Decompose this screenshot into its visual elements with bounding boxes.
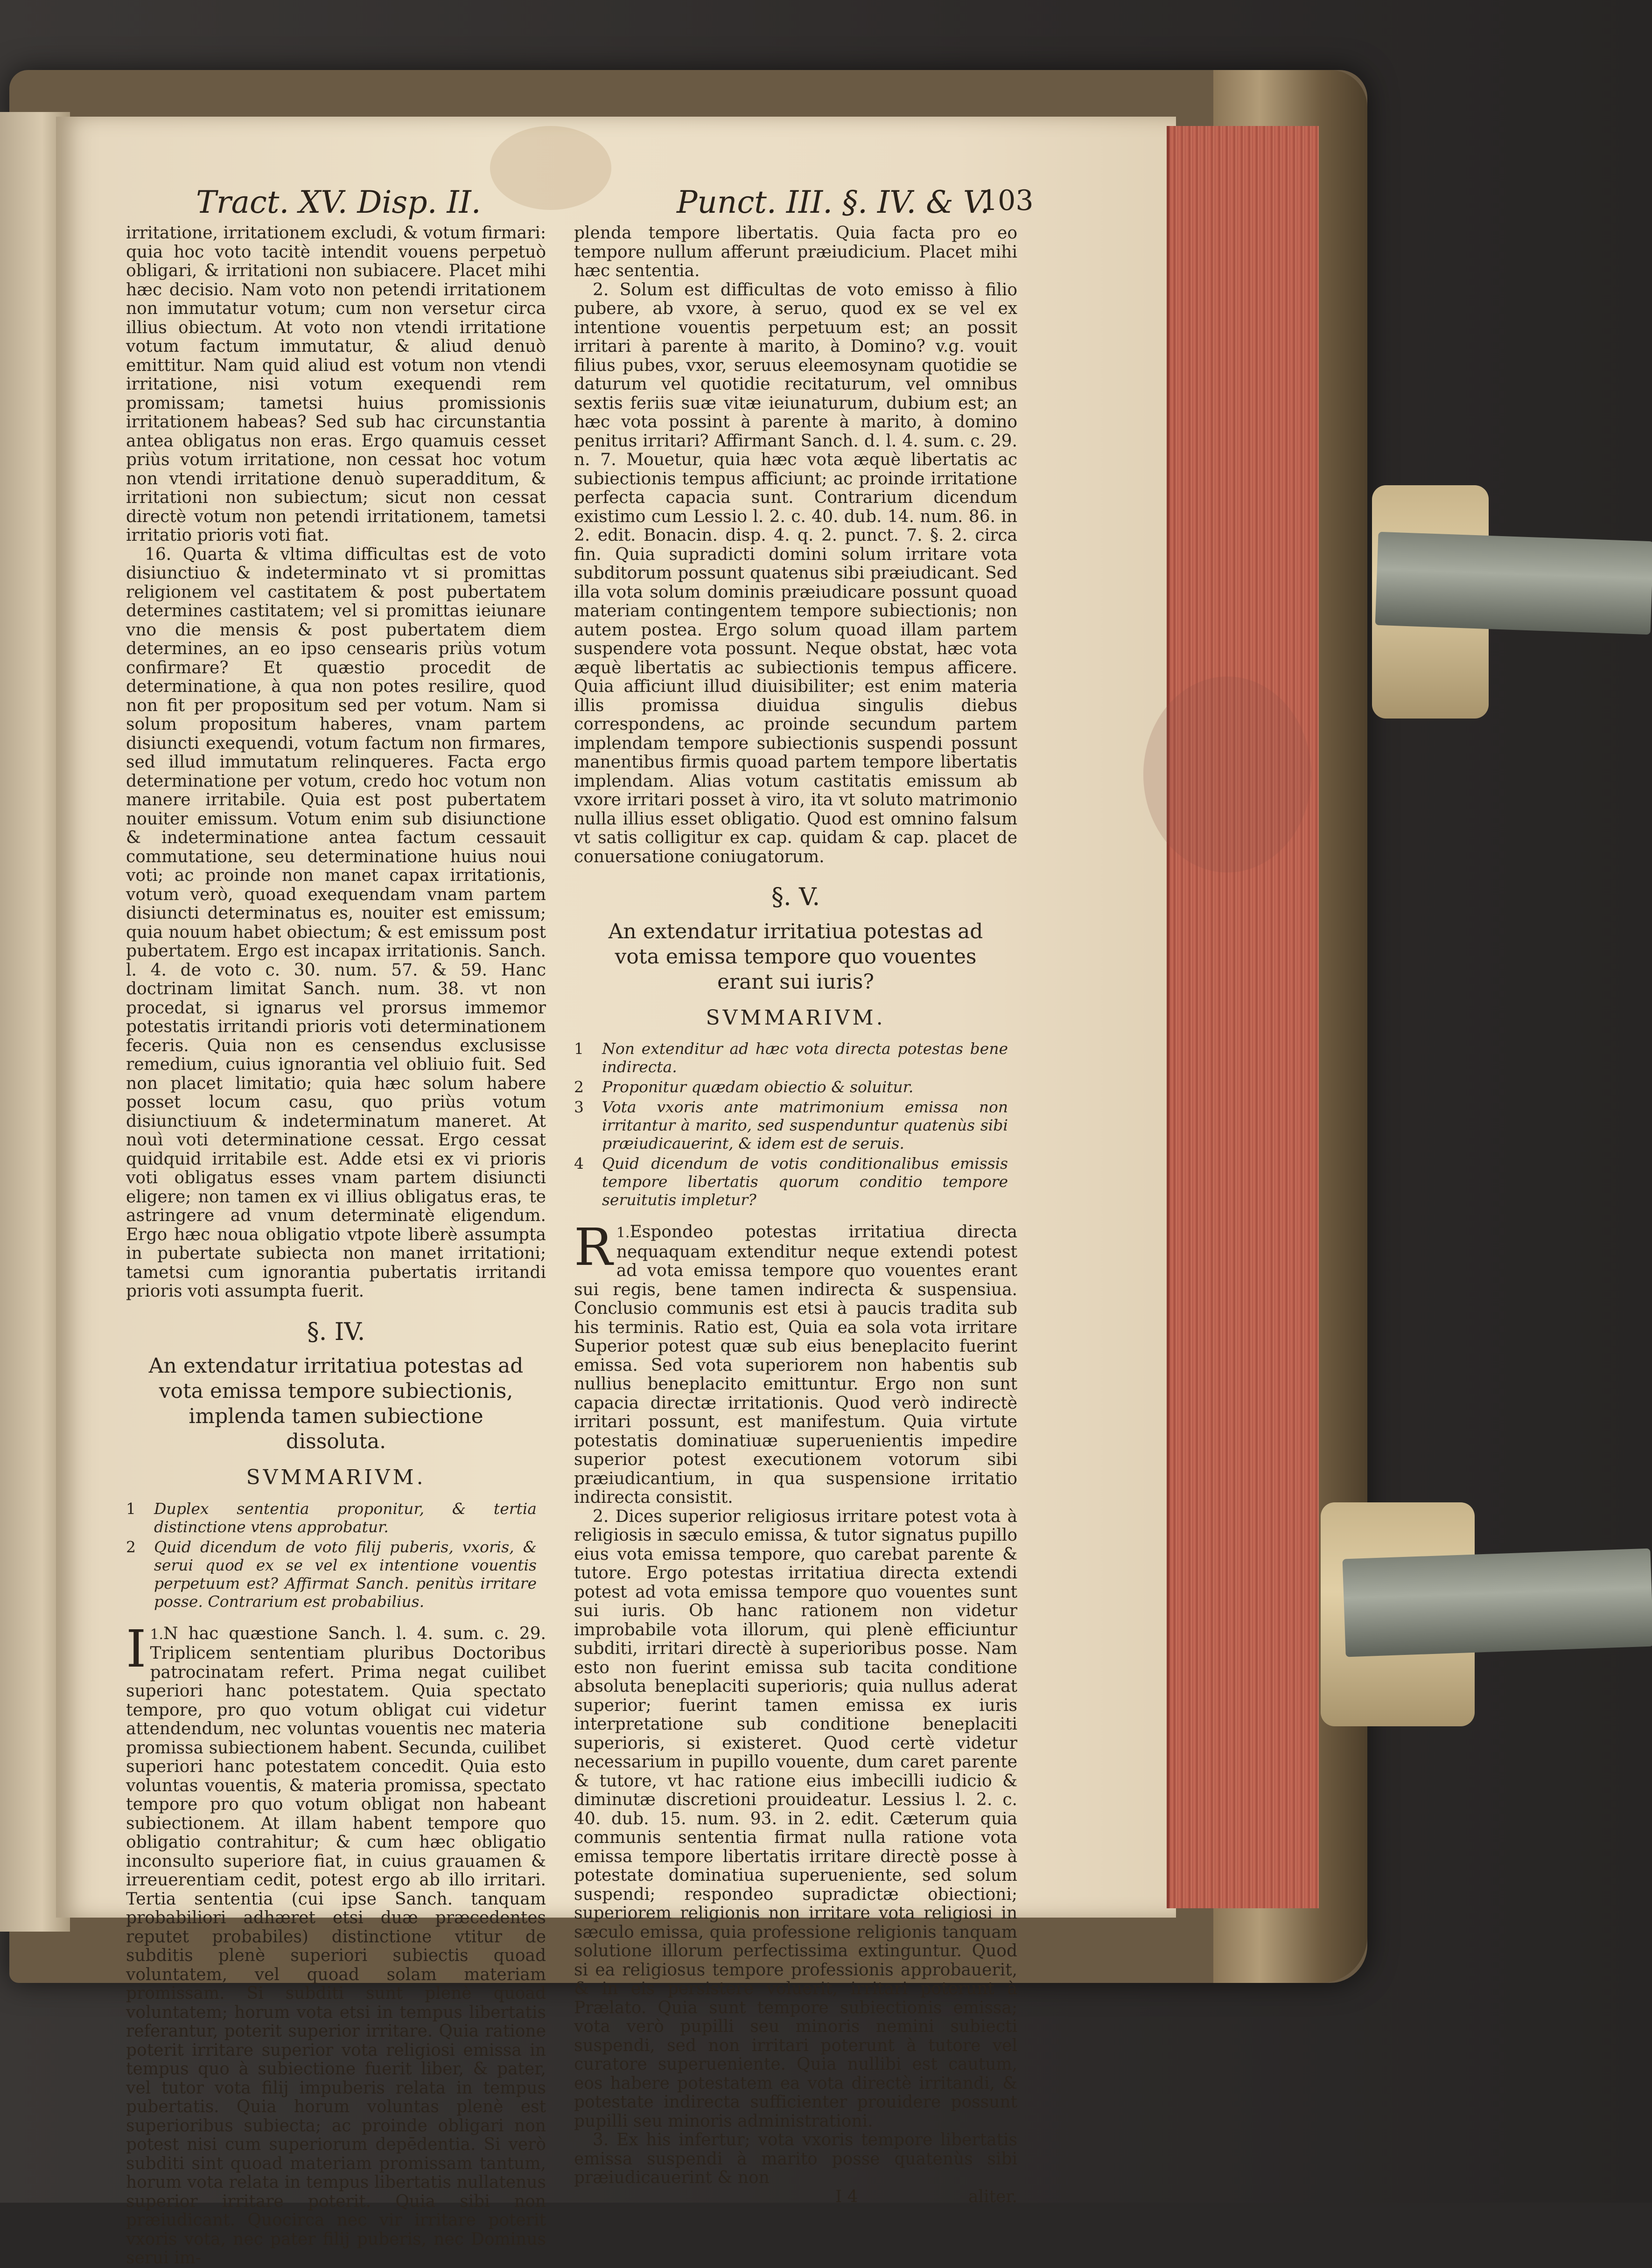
summarium-item bbox=[126, 1538, 546, 1611]
summarium-num: 2 bbox=[126, 1537, 136, 1556]
column-left bbox=[126, 224, 546, 2268]
summarium-num: 1 bbox=[574, 1040, 584, 1058]
page-footer bbox=[574, 2188, 1017, 2208]
signature-mark: I 4 bbox=[835, 2187, 858, 2206]
paragraph-16: 16. Quarta & vltima difficultas est de voto disiunctiuo & indeterminato vt si promittas religionem vel castitatem & post pubertatem determines castitatem; vel si promittas ieiunare vno die mensis & post pubertatem diem determines, an eo ipso censearis priùs votum confirmare? Et quæstio procedit de determinatione, à qua non potes resilire, quod non fit per propositum sed per votum. Nam si solum propositum haberes, vnam partem disiuncti exequendi, votum factum non firmares, sed illud immutatum relinqueres. Facta ergo determinatione per votum, credo hoc votum non manere irritabile. Quia est post pubertatem nouiter emissum. Votum enim sub disiunctione & indeterminatione antea factum cessauit commutatione, seu determinatione huius noui voti; ac proinde non manet capax irritationis, votum verò, quoad exequendam vnam partem disiuncti determinatus es, nouiter est emissum; quia nouum habet obiectum; & est emissum post pubertatem. Ergo est incapax irritationis. Sanch. l. 4. de voto c. 30. num. 57. & 59. Hanc doctrinam limitat Sanch. num. 38. vt non procedat, si ignarus vel prorsus immemor potestatis irritandi prioris voti determinationem feceris. Quia non es censendus exclusisse remedium, cuius ignorantia vel obliuio fuit. Sed non placet limitatio; quia hæc solum habere posset locum casu, quo priùs votum disiunctiuum & indeterminatum maneret. At nouì voti determinatione cessat. Ergo cessat quidquid irritabile est. Adde etsi ex vi prioris voti obligatus esses vnam partem disiuncti eligere; non tamen ex vi illius obligatus eras, te astringere ad vnum determinatè eligendum. Ergo hæc noua obligatio vtpote liberè assumpta in pubertate subiecta non manet irritationi; tametsi cum ignorantia pubertatis irritandi prioris voti assumpta fuerit. bbox=[126, 544, 546, 1301]
summarium-heading: SVMMARIVM. bbox=[246, 1465, 426, 1489]
section-title: An extendatur irritatiua potestas ad vota emissa tempore quo vouentes erant sui iuris? bbox=[608, 919, 983, 994]
summarium-num: 4 bbox=[574, 1154, 584, 1172]
margin-number: 1. bbox=[616, 1225, 630, 1241]
column-right bbox=[574, 224, 1017, 2208]
page-number: 103 bbox=[980, 184, 1034, 217]
stain-mark bbox=[1143, 677, 1311, 872]
section-mark: §. V. bbox=[771, 883, 820, 911]
running-head-right: Punct. III. §. IV. & V. bbox=[677, 184, 990, 220]
summarium-heading: SVMMARIVM. bbox=[706, 1005, 886, 1030]
summarium-text: Quid dicendum de votis conditionalibus emissis tempore libertatis quorum conditio tempore seruitutis impletur? bbox=[602, 1154, 1008, 1209]
paragraph-2b: 2. Dices superior religiosus irritare potest vota à religiosis in sæculo emissa, & tutor signatus pupillo eius vota emissa tempore, quo carebat parente & tutore. Ergo potestas irritatiua directa extendi potest ad vota emissa tempore quo vouentes sunt sui iuris. Ob hanc rationem non videtur improbabile vota illorum, qui plenè efficiuntur subditi, irritari directè à superioribus posse. Nam esto non fuerint emissa sub tacita conditione absoluta beneplaciti superioris; quia nullus aderat superior; fuerint tamen emissa ex iuris interpretatione sub conditione beneplaciti superioris, si existeret. Quod certè videtur necessarium in pupillo vouente, dum caret parente & tutore, vt hac ratione eius imbecilli iudicio & diminutæ discretioni prouideatur. Lessius l. 2. c. 40. dub. 15. num. 93. in 2. edit. Cæterum quia communis sententia firmat nulla ratione vota emissa tempore libertatis irritare directè posse à potestate dominatiua superueniente, sed solum suspendi; respondeo supradictæ obiectioni; superiorem religionis non irritare vota religiosi in sæculo emissa, quia professione religionis tanquam solutione illorum perfectissima extinguntur. Quod si ea religiosus tempore professionis approbauerit, & in eis persistere voluerit, irritari poterunt à Prælato. Quia sunt tempore subiectionis emissa; vota verò pupilli seu minoris nemini subiecti suspendi, sed non irritari poterunt à tutore vel curatore superueniente. Quia nullibi est cautum, eos habere potestatem ea vota directè irritandi, & potestate indirecta sufficienter prouidere possunt pupilli seu minoris administrationi. bbox=[574, 1507, 1017, 2131]
paragraph-main bbox=[574, 1217, 1017, 1507]
summarium-text: Proponitur quædam obiectio & soluitur. bbox=[602, 1078, 914, 1096]
summarium-text: Non extenditur ad hæc vota directa potestas bene indirecta. bbox=[602, 1040, 1008, 1076]
section-mark: §. IV. bbox=[307, 1318, 365, 1346]
summarium-item bbox=[574, 1098, 1017, 1152]
paragraph-2: 2. Solum est difficultas de voto emisso à filio pubere, ab vxore, à seruo, quod ex se vel ex intentione vouentis perpetuum est; an possit irritari à parente à marito, à Domino? v.g. vouit filius pubes, vxor, seruus eleemosynam quotidie se daturum vel quotidie recitaturum, vel omnibus sextis feriis suæ vitæ ieiunaturum, dubium est; an hæc vota possint à parente à marito, à domino penitus irritari? Affirmant Sanch. d. l. 4. sum. c. 29. n. 7. Mouetur, quia hæc vota æquè libertatis ac subiectionis tempus afficiunt; ac proinde irritatione perfecta capacia sunt. Contrarium dicendum existimo cum Lessio l. 2. c. 40. dub. 14. num. 86. in 2. edit. Bonacin. disp. 4. q. 2. punct. 7. §. 2. circa fin. Quia supradicti domini solum irritare vota subditorum possunt quatenus sibi præiudicant. Sed illa vota solum dominis præiudicare possunt quoad materiam contingentem tempore subiectionis; non autem postea. Ergo solum quoad illam partem suspendere vota possunt. Neque obstat, hæc vota æquè libertatis ac subiectionis tempus afficere. Quia afficiunt illud diuisibiliter; est enim materia illis promissa diuidua singulis diebus correspondens, ac proinde secundum partem implendam tempore subiectionis suspendi possunt manentibus firmis quoad partem tempore libertatis implendam. Alias votum castitatis emissum ab vxore irritari posset à viro, ita vt soluto matrimonio nulla illius esset obligatio. Quod est omnino falsum vt satis colligitur ex cap. quidam & cap. placet de conuersatione coniugatorum. bbox=[574, 280, 1017, 866]
margin-number: 1. bbox=[150, 1626, 164, 1643]
strap-bottom bbox=[1343, 1549, 1652, 1657]
summarium-num: 3 bbox=[574, 1098, 584, 1116]
catchword: aliter. bbox=[968, 2187, 1017, 2206]
paragraph-main-text: Espondeo potestas irritatiua directa nequaquam extenditur neque extendi potest ad vota emissa tempore quo vouentes erant sui regis, bene tamen indirecta & suspensiua. Conclusio communis est etsi à paucis tradita sub his terminis. Ratio est, Quia ea sola vota irritare Superior potest quæ sub eius beneplacito fuerint emissa. Sed vota superiorem non habentis sub nullius beneplacito emittuntur. Ergo non sunt capacia directæ irritationis. Quod verò indirectè irritari possunt, est manifestum. Quia virtute potestatis dominatiuæ superuenientis impedire superior potest executionem votorum sibi præiudicantium, in qua suspensione irritatio indirecta consistit. bbox=[574, 1222, 1017, 1507]
summarium-num: 1 bbox=[126, 1499, 136, 1518]
summarium-text: Vota vxoris ante matrimonium emissa non irritantur à marito, sed suspenduntur quatenùs sibi præiudicauerint, & idem est de seruis. bbox=[602, 1098, 1008, 1152]
summarium-item bbox=[574, 1154, 1017, 1209]
summarium-item bbox=[574, 1078, 1017, 1096]
summarium-text: Quid dicendum de voto filij puberis, vxoris, & serui quod ex se vel ex intentione vouentis perpetuum est? Affirmat Sanch. penitùs irritare posse. Contrarium est probabilius. bbox=[154, 1537, 537, 1611]
fore-edge-red bbox=[1167, 126, 1319, 1908]
summarium-num: 2 bbox=[574, 1078, 584, 1096]
paragraph-main bbox=[126, 1619, 546, 2268]
strap-top bbox=[1375, 532, 1652, 635]
running-head-left: Tract. XV. Disp. II. bbox=[196, 184, 481, 220]
summarium-item bbox=[574, 1040, 1017, 1076]
drop-cap: R bbox=[574, 1217, 613, 1277]
section-title: An extendatur irritatiua potestas ad vota emissa tempore subiectionis, implenda tamen subiectione dissoluta. bbox=[148, 1354, 524, 1453]
drop-cap: I bbox=[126, 1619, 147, 1679]
paragraph-main-text: N hac quæstione Sanch. l. 4. sum. c. 29. Triplicem sententiam pluribus Doctoribus patrocinatam refert. Prima negat cuilibet superiori hanc potestatem. Quia spectato tempore, pro quo votum obligat cui videtur attendendum, nec voluntas vouentis nec materia promissa subiectionem habent. Secunda, cuilibet superiori hanc potestatem concedit. Quia esto voluntas vouentis, & materia promissa, spectato tempore pro quo votum obligat non habeant subiectionem. At illam habent tempore quo obligatio contrahitur; & cum hæc obligatio inconsulto superiore fiat, in cuius grauamen & irreuerentiam cedit, potest ergo ab illo irritari. Tertia sententia (cui ipse Sanch. tanquam probabiliori adhæret etsi duæ præcedentes reputet probabiles) distinctione vtitur de subditis plenè superiori subiectis quoad voluntatem, vel quoad solam materiam promissam. Si subditi sunt plenè quoad voluntatem; horum vota etsi in tempus libertatis referantur, poterit superior irritare. Quia ratione poterit irritare superior vota religiosi emissa in tempus quo à subiectione fuerit liber, & pater, vel tutor vota filij impuberis relata in tempus pubertatis. Quia horum voluntas plenè est superioribus subiecta; ac proinde obligari non potest nisi cum superiorum depēdentia. Si verò subditi sint quoad materiam promissam tantum, horum vota relata in tempus libertatis nullatenus superior irritare poterit. Quia sibi non præiudicant. Quocirca nec vir irritare poterit vxoris vota, nec pater filij puberis, nec Dominus serui im- bbox=[126, 1624, 546, 2268]
stain-mark bbox=[490, 126, 611, 210]
paragraph-3: 3. Ex his infertur; vota vxoris tempore libertatis emissa suspendi à marito posse quatenùs sibi præiudicauerint & non bbox=[574, 2130, 1017, 2187]
summarium-text: Duplex sententia proponitur, & tertia distinctione vtens approbatur. bbox=[154, 1499, 537, 1536]
paragraph: plenda tempore libertatis. Quia facta pro eo tempore nullum afferunt præiudicium. Placet mihi hæc sententia. bbox=[574, 223, 1017, 280]
paragraph: irritatione, irritationem excludi, & votum firmari: quia hoc voto tacitè intendit vouens perpetuò obligari, & irritationi non subiacere. Placet mihi hæc decisio. Nam voto non petendi irritationem non immutatur votum; cum non versetur circa illius obiectum. At voto non vtendi irritatione votum factum immutatur, & aliud denuò emittitur. Nam quid aliud est votum non vtendi irritatione, nisi votum exequendi rem promissam; tametsi huius promissionis irritationem habeas? Sed sub hac circunstantia antea obligatus non eras. Ergo quamuis cesset priùs votum irritatione, non cessat hoc votum non vtendi irritatione denuò superadditum, & irritationi non subiectum; sicut non cessat directè votum non petendi irritationem, tametsi irritatio prioris voti fiat. bbox=[126, 223, 546, 545]
summarium-item bbox=[126, 1500, 546, 1536]
